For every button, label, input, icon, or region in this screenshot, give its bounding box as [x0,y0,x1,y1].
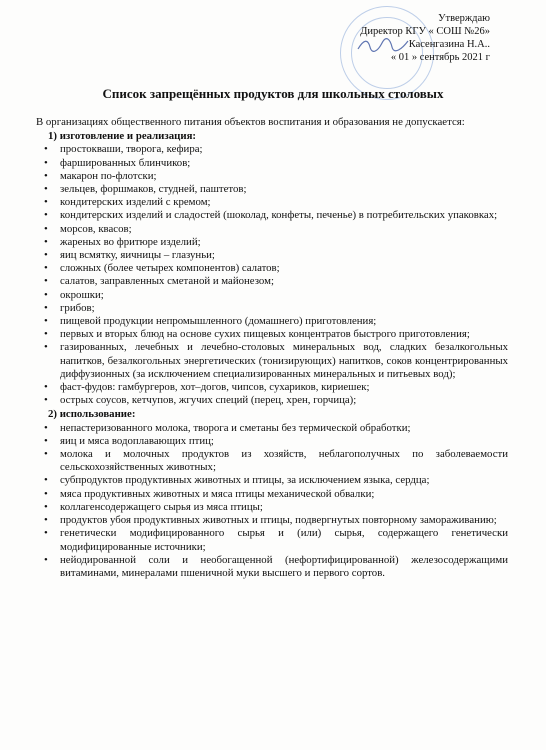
list-item-text: фаршированных блинчиков; [60,156,191,169]
bullet-icon: • [44,474,48,487]
bullet-icon: • [44,527,48,540]
bullet-icon: • [44,500,48,513]
list-item [36,143,508,156]
list-item [36,223,508,236]
bullet-icon: • [44,249,48,262]
bullet-icon: • [44,183,48,196]
list-item [36,394,508,407]
list-item [36,209,508,222]
list-item-text: простокваши, творога, кефира; [60,143,203,156]
list-item [36,488,508,501]
list-item-text: яиц и мяса водоплавающих птиц; [60,434,214,447]
list-item-text: фаст-фудов: гамбургеров, хот–догов, чипсов, сухариков, кириешек; [60,381,370,394]
bullet-icon: • [44,341,48,354]
list-item-text: кондитерских изделий и сладостей (шоколад, конфеты, печенье) в потребительских упаковках; [60,209,498,222]
list-item [36,262,508,275]
list-item-text: непастеризованного молока, творога и сметаны без термической обработки; [60,421,411,434]
list-item-text: кондитерских изделий с кремом; [60,196,211,209]
list-item [36,157,508,170]
list-item [36,501,508,514]
list-item [36,196,508,209]
list-item-text: субпродуктов продуктивных животных и птицы, за исключением языка, сердца; [60,474,430,487]
list-item [36,435,508,448]
list-item [36,275,508,288]
list-item-text: коллагенсодержащего сырья из мяса птицы; [60,500,263,513]
list-item [36,514,508,527]
section-heading-production: 1) изготовление и реализация: [48,130,197,143]
approval-name: Касенгазина Н.А.. [408,39,490,50]
approval-block [290,12,490,64]
bullet-icon: • [44,434,48,447]
list-item-text: морсов, квасов; [60,222,132,235]
list-item-text: первых и вторых блюд на основе сухих пищевых концентратов быстрого приготовления; [60,328,470,341]
section-heading-usage: 2) использование: [48,408,136,421]
bullet-icon: • [44,156,48,169]
bullet-icon: • [44,169,48,182]
list-item [36,381,508,394]
bullet-icon: • [44,196,48,209]
list-item [36,289,508,302]
list-item [36,341,508,381]
list-item [36,554,508,580]
list-item [36,328,508,341]
prohibited-usage-list [36,422,508,580]
bullet-icon: • [44,315,48,328]
list-item [36,448,508,474]
bullet-icon: • [44,487,48,500]
intro-paragraph: В организациях общественного питания объектов воспитания и образования не допускается: [36,116,465,128]
bullet-icon: • [44,262,48,275]
list-item [36,422,508,435]
list-item [36,249,508,262]
prohibited-production-list [36,143,508,407]
list-item-text: пищевой продукции непромышленного (домашнего) приготовления; [60,315,377,328]
list-item-text: молока и молочных продуктов из хозяйств, неблагополучных по заболеваемости сельскохозяйственных животных; [60,448,508,474]
bullet-icon: • [44,421,48,434]
document-title: Список запрещённых продуктов для школьных столовых [102,86,444,101]
list-item-text: яиц всмятку, яичницы – глазуньи; [60,249,215,262]
list-item-text: мяса продуктивных животных и мяса птицы механической обвалки; [60,487,375,500]
list-item [36,183,508,196]
bullet-icon: • [44,275,48,288]
list-item-text: макарон по-флотски; [60,169,157,182]
list-item-text: острых соусов, кетчупов, жгучих специй (перец, хрен, горчица); [60,394,357,407]
list-item [36,236,508,249]
bullet-icon: • [44,394,48,407]
list-item-text: жареных во фритюре изделий; [60,235,201,248]
bullet-icon: • [44,553,48,566]
bullet-icon: • [44,328,48,341]
list-item-text: зельцев, форшмаков, студней, паштетов; [60,183,247,196]
list-item-text: сложных (более четырех компонентов) салатов; [60,262,280,275]
bullet-icon: • [44,143,48,156]
bullet-icon: • [44,222,48,235]
bullet-icon: • [44,448,48,461]
list-item-text: салатов, заправленных сметаной и майонезом; [60,275,274,288]
list-item-text: продуктов убоя продуктивных животных и птицы, подвергнутых повторному замораживанию; [60,514,497,527]
list-item-text: грибов; [60,301,95,314]
bullet-icon: • [44,301,48,314]
list-item-text: генетически модифицированного сырья и (или) сырья, содержащего генетически модифицированные источники; [60,527,508,553]
list-item [36,315,508,328]
list-item-text: нейодированной соли и необогащенной (нефортифицированной) железосодержащими витаминами, минералами пшеничной муки высшего и первого сортов. [60,553,508,579]
approval-date: « 01 » сентябрь 2021 г [390,52,490,63]
list-item [36,302,508,315]
list-item-text: окрошки; [60,288,104,301]
bullet-icon: • [44,514,48,527]
document-body [36,116,508,580]
approval-approve: Утверждаю [438,13,490,24]
list-item-text: газированных, лечебных и лечебно-столовых минеральных вод, сладких безалкогольных напитков, безалкогольных энергетических (тонизирующих) напитков, соков концентрированных диффузионных (за исключением специализированных минеральных и питьевых вод); [60,341,508,380]
list-item [36,170,508,183]
bullet-icon: • [44,288,48,301]
list-item [36,527,508,553]
bullet-icon: • [44,235,48,248]
bullet-icon: • [44,209,48,222]
list-item [36,474,508,487]
approval-director: Директор КГУ « СОШ №26» [360,26,490,37]
bullet-icon: • [44,381,48,394]
